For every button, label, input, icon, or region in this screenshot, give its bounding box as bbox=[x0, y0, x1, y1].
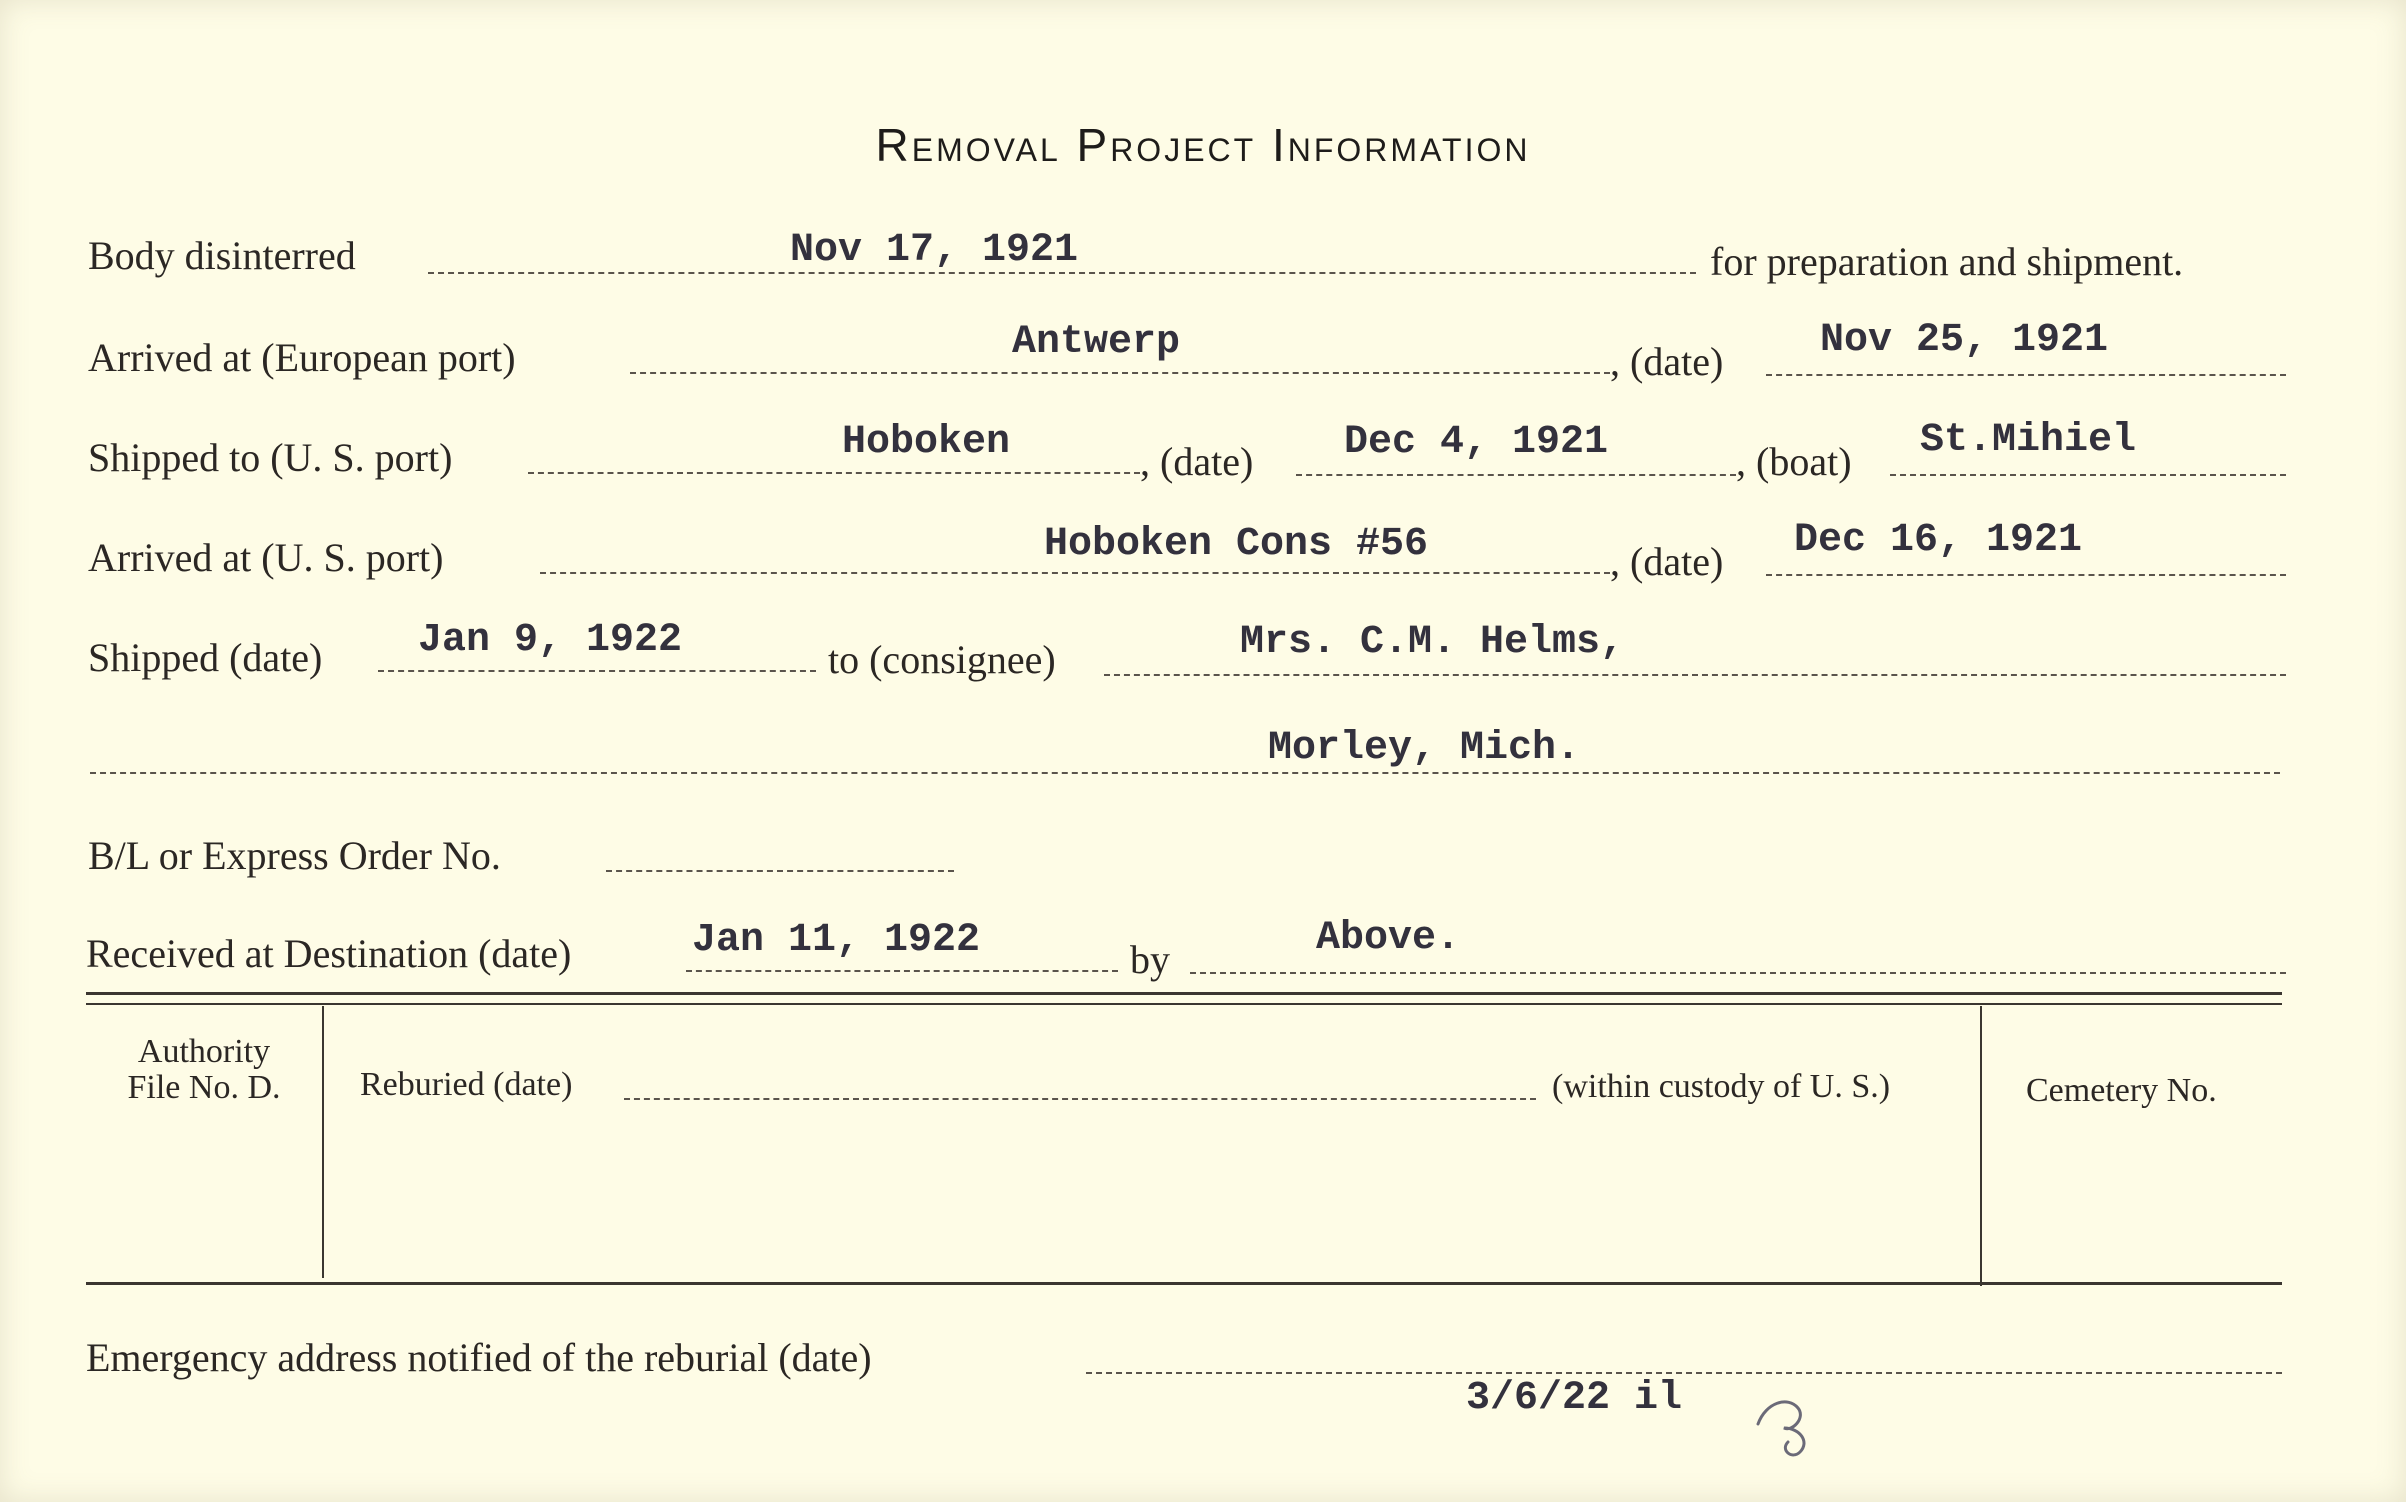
emergency-line bbox=[1086, 1372, 2282, 1374]
arrived-europe-date-label: , (date) bbox=[1610, 339, 1724, 384]
shipped-us-value: Hoboken bbox=[842, 420, 1011, 465]
body-disinterred-label: Body disinterred bbox=[88, 233, 356, 278]
shipped-date-value: Jan 9, 1922 bbox=[418, 618, 683, 663]
shipped-us-label: Shipped to (U. S. port) bbox=[88, 435, 453, 480]
bl-order-line bbox=[606, 870, 954, 872]
box-divider-right bbox=[1980, 1006, 1982, 1286]
authority-label bbox=[96, 1034, 312, 1106]
custody-text: (within custody of U. S.) bbox=[1552, 1068, 1891, 1105]
shipped-date-label: Shipped (date) bbox=[88, 635, 323, 680]
shipped-us-date-line bbox=[1296, 474, 1736, 476]
received-by-value: Above. bbox=[1316, 916, 1461, 961]
arrived-us-line bbox=[540, 572, 1610, 574]
arrived-europe-date-line bbox=[1766, 374, 2286, 376]
emergency-label: Emergency address notified of the reburial (date) bbox=[86, 1335, 872, 1380]
body-disinterred-suffix: for preparation and shipment. bbox=[1710, 239, 2184, 284]
arrived-us-label: Arrived at (U. S. port) bbox=[88, 535, 444, 580]
arrived-europe-date: Nov 25, 1921 bbox=[1820, 318, 2109, 363]
received-label: Received at Destination (date) bbox=[86, 931, 572, 976]
received-line bbox=[686, 970, 1118, 972]
consignee-line bbox=[1104, 674, 2286, 676]
box-bottom-rule bbox=[86, 1282, 2282, 1285]
double-rule-bottom bbox=[86, 1003, 2282, 1005]
arrived-us-value: Hoboken Cons #56 bbox=[1044, 522, 1429, 567]
arrived-europe-label: Arrived at (European port) bbox=[88, 335, 516, 380]
double-rule-top bbox=[86, 992, 2282, 995]
arrived-us-date-line bbox=[1766, 574, 2286, 576]
card-title: Removal Project Information bbox=[875, 119, 1531, 171]
shipped-date-line bbox=[378, 670, 816, 672]
shipped-us-date-label: , (date) bbox=[1140, 439, 1254, 484]
reburied-line bbox=[624, 1098, 1536, 1100]
arrived-us-date: Dec 16, 1921 bbox=[1794, 518, 2083, 563]
received-value: Jan 11, 1922 bbox=[692, 918, 981, 963]
arrived-us-date-label: , (date) bbox=[1610, 539, 1724, 584]
cemetery-label: Cemetery No. bbox=[2026, 1072, 2217, 1109]
arrived-europe-value: Antwerp bbox=[1012, 320, 1181, 365]
shipped-us-line bbox=[528, 472, 1140, 474]
reburied-label: Reburied (date) bbox=[360, 1066, 573, 1103]
consignee-label: to (consignee) bbox=[828, 637, 1056, 682]
consignee-value: Mrs. C.M. Helms, bbox=[1240, 620, 1625, 665]
shipped-us-boat-label: , (boat) bbox=[1736, 439, 1852, 484]
authority-label-line2: File No. D. bbox=[127, 1069, 281, 1106]
bl-order-label: B/L or Express Order No. bbox=[88, 833, 501, 878]
consignee-value-line2: Morley, Mich. bbox=[1268, 726, 1581, 771]
consignee-line-2 bbox=[90, 772, 2280, 774]
arrived-europe-line bbox=[630, 372, 1610, 374]
shipped-us-boat: St.Mihiel bbox=[1920, 418, 2137, 463]
received-by-label: by bbox=[1130, 937, 1170, 982]
shipped-us-boat-line bbox=[1890, 474, 2286, 476]
authority-label-line1: Authority bbox=[137, 1033, 271, 1070]
box-divider-left bbox=[322, 1006, 324, 1278]
shipped-us-date: Dec 4, 1921 bbox=[1344, 420, 1609, 465]
emergency-value: 3/6/22 il bbox=[1466, 1376, 1683, 1421]
received-by-line bbox=[1190, 972, 2286, 974]
handwritten-mark-icon bbox=[1748, 1384, 1828, 1464]
body-disinterred-value: Nov 17, 1921 bbox=[790, 228, 1079, 273]
